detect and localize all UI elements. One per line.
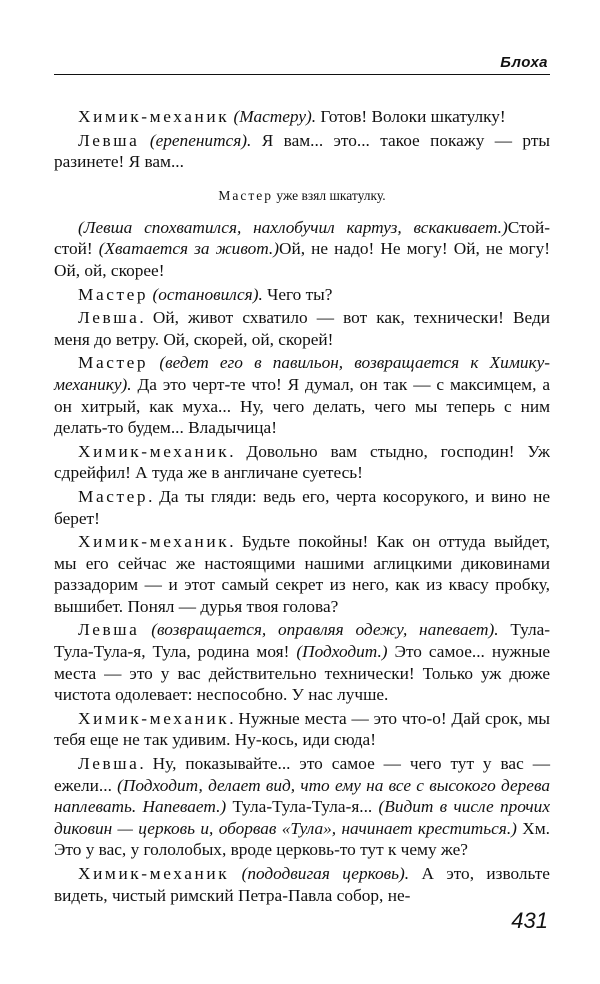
text-run: Тула-Тула-Тула-я... xyxy=(226,797,379,817)
text-run: Ой, не надо! Не могу! Ой, не могу! Ой, ой, скорее! xyxy=(54,239,550,280)
speaker-name: Левша xyxy=(78,308,140,328)
speaker-name: Химик-механик xyxy=(78,864,230,883)
stage-remark: (возвращается, оправляя одежу, напевает). xyxy=(151,620,499,640)
speaker-name: Мастер xyxy=(78,284,149,304)
text-run: Готов! Волоки шкатулку! xyxy=(316,107,506,126)
text-run: . Ой, живот схватило — вот как, технически! Веди меня до ветру. Ой, скорей, ой, скорей! xyxy=(54,308,550,349)
speaker-name: Мастер xyxy=(78,486,149,506)
stage-remark: (ведет его в павильон, возвращается к Химику-механику). xyxy=(54,353,550,394)
paragraph xyxy=(54,130,550,173)
speaker-name: Химик-механик xyxy=(78,708,230,728)
text-run: Чего ты? xyxy=(262,284,333,304)
paragraph xyxy=(54,486,550,529)
speaker-name: Химик-механик xyxy=(78,107,230,126)
text-run: Стой-стой! xyxy=(54,217,550,259)
text-run xyxy=(139,131,149,150)
text-run: . Нужные места — это что-о! Дай срок, мы тебя еще не так удивим. Ну-кось, иди сюда! xyxy=(54,708,550,750)
stage-remark: (Видит в числе прочих диковин — церковь и, оборвав «Тула», начинает креститься.) xyxy=(54,797,550,838)
text-run: Тула-Тула-Тула-я, Тула, родина моя! xyxy=(54,620,550,662)
text-run: . Будьте покойны! Как он оттуда выйдет, мы его сейчас же настоящими нашими аглицкими диковинами раззадорим — и этот самый секрет из него, как из квасу пробку, вышибет. Понял — дурья твоя голова? xyxy=(54,532,550,616)
text-run xyxy=(229,864,241,883)
stage-remark: (Левша спохватился, нахлобучил картуз, вскакивает.) xyxy=(78,217,508,237)
text-run xyxy=(148,353,159,372)
paragraph xyxy=(54,217,550,282)
paragraph xyxy=(54,307,550,350)
paragraph xyxy=(54,352,550,438)
running-title: Блоха xyxy=(500,54,548,71)
speaker-name: Левша xyxy=(78,620,140,640)
stage-remark: (Подходит.) xyxy=(296,642,388,662)
stage-direction xyxy=(54,187,550,205)
text-run: уже взял шкатулку. xyxy=(273,187,386,203)
text-run: Да это черт-те что! Я думал, он так — с максимцем, а он хитрый, как муха... Ну, чего делать, чего мы теперь с ним делать-то будем... Владычица! xyxy=(54,374,550,438)
speaker-name: Левша xyxy=(78,130,140,150)
stage-remark: (ерепенится). xyxy=(149,130,252,150)
speaker-name: Левша xyxy=(78,754,140,774)
paragraph xyxy=(54,284,550,306)
stage-remark: (Хватается за живот.) xyxy=(98,239,279,259)
paragraph xyxy=(54,441,550,484)
text-run: А это, извольте видеть, чистый римский Петра-Павла собор, не- xyxy=(54,864,550,905)
paragraph xyxy=(54,619,550,705)
stage-remark: (Подходит, делает вид, что ему на все с высокого дерева наплевать. Напевает.) xyxy=(54,775,550,817)
page-number: 431 xyxy=(511,908,548,933)
text-run: . Да ты гляди: ведь его, черта косорукого, и вино не берет! xyxy=(54,486,550,528)
paragraph xyxy=(54,753,550,861)
text-run: Хм. Это у вас, у гололобых, вроде церковь-то тут к чему же? xyxy=(54,818,550,860)
paragraph xyxy=(54,106,550,128)
stage-remark: (Мастеру). xyxy=(233,107,317,126)
speaker-name: Мастер xyxy=(78,353,149,373)
speaker-name: Химик-механик xyxy=(78,532,230,552)
text-run xyxy=(139,620,151,639)
text-run: . Ну, показывайте... это самое — чего тут у вас — ежели... xyxy=(54,754,550,795)
text-run: Это самое... нужные места — это у вас действительно технически! Только уж дюже чистота одолевает: неспособно. У нас лучше. xyxy=(54,642,550,705)
paragraph xyxy=(54,531,550,617)
speaker-name: Мастер xyxy=(218,187,273,203)
header-rule xyxy=(54,74,550,75)
paragraph xyxy=(54,863,550,906)
text-run: . Довольно вам стыдно, господин! Уж сдрейфил! А туда же в англичане суетесь! xyxy=(54,441,550,483)
text-run: Я вам... это... такое покажу — рты разинете! Я вам... xyxy=(54,130,550,172)
speaker-name: Химик-механик xyxy=(78,441,230,461)
paragraph xyxy=(54,708,550,751)
page-body xyxy=(54,106,550,906)
stage-remark: (остановился). xyxy=(152,284,263,304)
stage-remark: (пододвигая церковь). xyxy=(241,864,410,883)
